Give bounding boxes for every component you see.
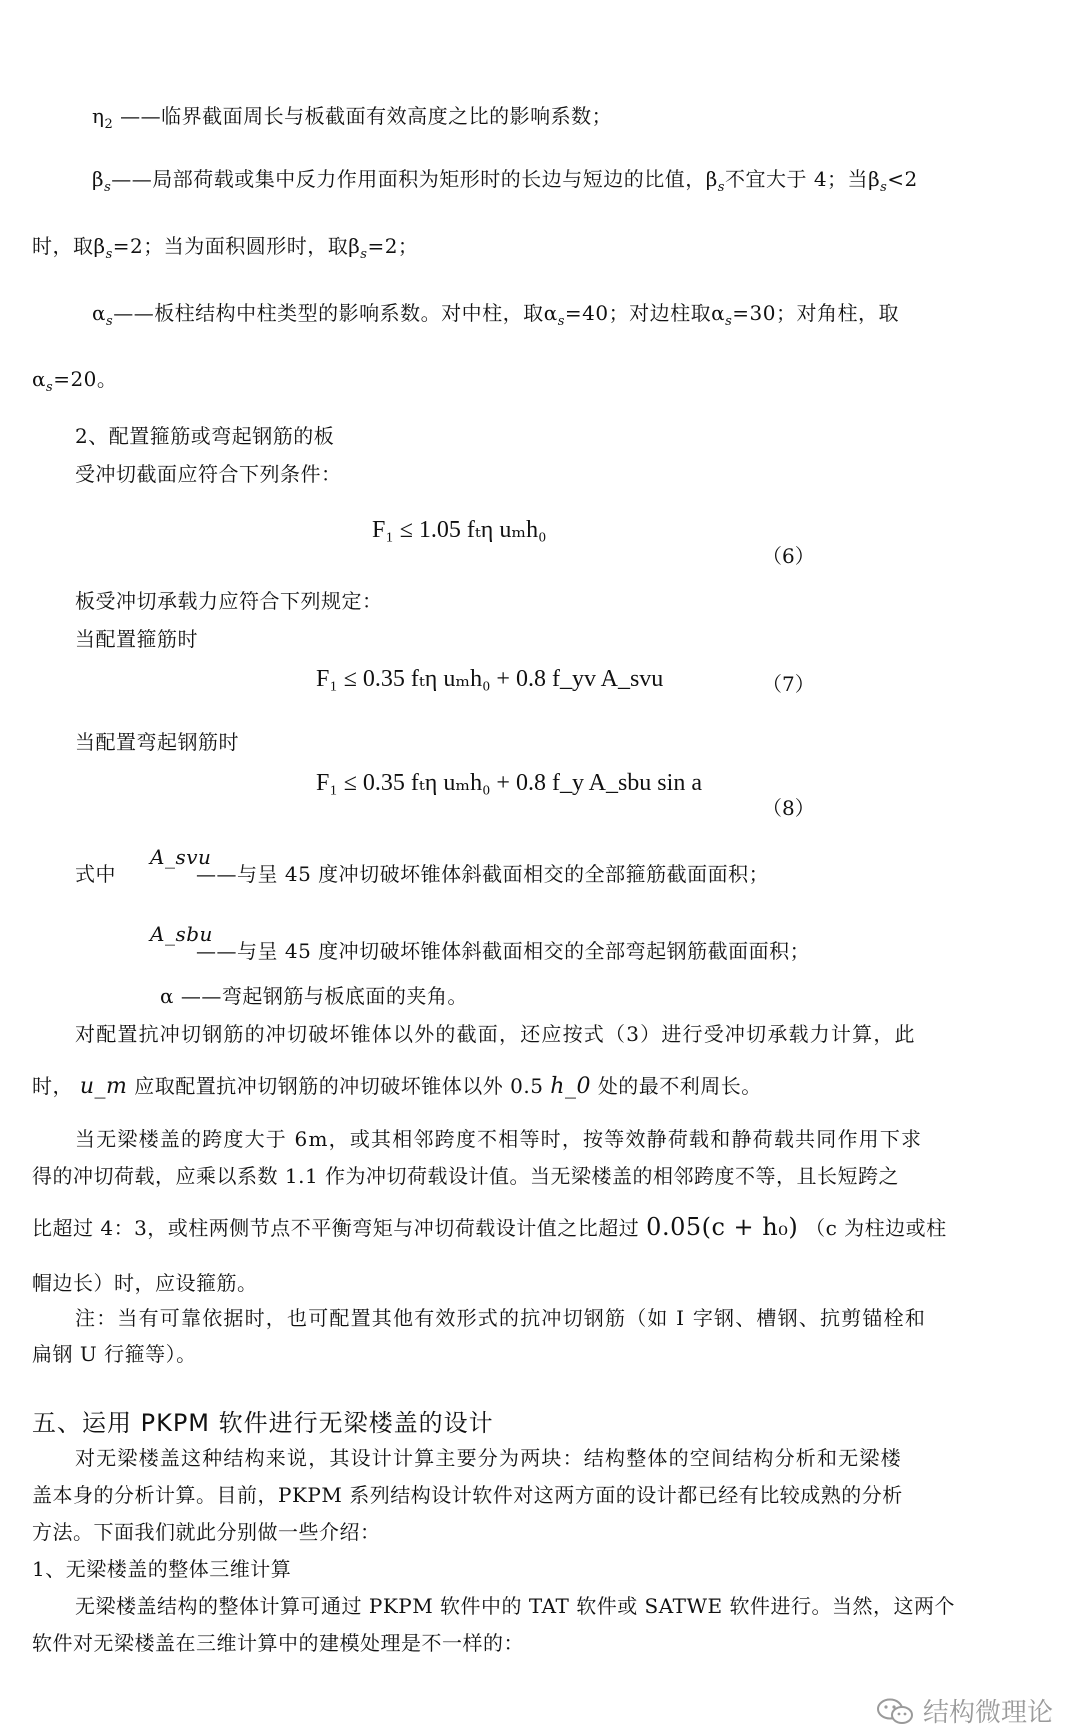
para1-line2: 时， u_m 应取配置抗冲切钢筋的冲切破坏锥体以外 0.5 h_0 处的最不利周长。: [32, 1074, 762, 1099]
section5-p2-line1: 无梁楼盖结构的整体计算可通过 PKPM 软件中的 TAT 软件或 SATWE 软件进行。当然，这两个: [75, 1594, 955, 1618]
para2-line3: 比超过 4：3，或柱两侧节点不平衡弯矩与冲切荷载设计值之比超过 0.05(c + h₀) （c 为柱边或柱: [32, 1213, 947, 1241]
equation-8-number: （8）: [762, 796, 815, 820]
section5-p1-line2: 盖本身的分析计算。目前，PKPM 系列结构设计软件对这两方面的设计都已经有比较成熟的分析: [32, 1483, 903, 1507]
section5-sub1: 1、无梁楼盖的整体三维计算: [32, 1557, 292, 1581]
para2-line2: 得的冲切荷载，应乘以系数 1.1 作为冲切荷载设计值。当无梁楼盖的相邻跨度不等，且长短跨之: [32, 1164, 900, 1188]
def-beta-s-line2: 时，取$\beta_s=2$；当为面积圆形时，取$\beta_s=2$；: [32, 234, 419, 262]
symbol-asbu: A_sbu: [150, 922, 213, 946]
def-asvu: ——与呈 45 度冲切破坏锥体斜截面相交的全部箍筋截面面积；: [196, 862, 770, 886]
bent-case: 当配置弯起钢筋时: [75, 730, 239, 754]
section5-p1-line3: 方法。下面我们就此分别做一些介绍：: [32, 1520, 381, 1544]
section5-p2-line2: 软件对无梁楼盖在三维计算中的建模处理是不一样的：: [32, 1631, 524, 1655]
section2-title: 2、配置箍筋或弯起钢筋的板: [75, 424, 335, 448]
section2-rule: 板受冲切承载力应符合下列规定：: [75, 589, 383, 613]
def-alpha: α ——弯起钢筋与板底面的夹角。: [160, 984, 468, 1008]
section5-heading: 五、运用 PKPM 软件进行无梁楼盖的设计: [32, 1409, 494, 1437]
stirrup-case: 当配置箍筋时: [75, 627, 198, 651]
wechat-icon: [876, 1697, 918, 1727]
equation-8: F₁ ≤ 0.35 fₜη uₘh₀ + 0.8 f_y A_sbu sin a: [316, 770, 702, 796]
def-asbu: ——与呈 45 度冲切破坏锥体斜截面相交的全部弯起钢筋截面面积；: [196, 939, 811, 963]
equation-7: F₁ ≤ 0.35 fₜη uₘh₀ + 0.8 f_yv A_svu: [316, 666, 664, 692]
watermark-text: 结构微理论: [923, 1698, 1054, 1728]
equation-6-number: （6）: [762, 544, 815, 568]
where-label: 式中: [75, 862, 116, 886]
def-alpha-s-line2: $\alpha_s=20$。: [32, 367, 118, 395]
note-line1: 注：当有可靠依据时，也可配置其他有效形式的抗冲切钢筋（如 I 字钢、槽钢、抗剪锚栓和: [75, 1306, 927, 1330]
symbol-asvu: A_svu: [150, 845, 212, 869]
def-eta2: $\eta_2$ ——临界截面周长与板截面有效高度之比的影响系数；: [92, 104, 613, 132]
para1-line1: 对配置抗冲切钢筋的冲切破坏锥体以外的截面，还应按式（3）进行受冲切承载力计算，此: [75, 1022, 916, 1046]
equation-7-number: （7）: [762, 672, 815, 696]
section5-p1-line1: 对无梁楼盖这种结构来说，其设计计算主要分为两块：结构整体的空间结构分析和无梁楼: [75, 1446, 902, 1470]
para2-line1: 当无梁楼盖的跨度大于 6m，或其相邻跨度不相等时，按等效静荷载和静荷载共同作用下求: [75, 1127, 923, 1151]
para2-line4: 帽边长）时，应设箍筋。: [32, 1271, 258, 1295]
def-alpha-s-line1: $\alpha_s——$板柱结构中柱类型的影响系数。对中柱，取$\alpha_s=40$；对边柱取$\alpha_s=30$；对角柱，取: [92, 301, 899, 329]
def-beta-s-line1: $\beta_s——$局部荷载或集中反力作用面积为矩形时的长边与短边的比值，$\beta_s$不宜大于 4；当$\beta_s<2$: [92, 167, 918, 195]
section2-intro: 受冲切截面应符合下列条件：: [75, 462, 342, 486]
note-line2: 扁钢 U 行箍等）。: [32, 1342, 197, 1366]
equation-6: F₁ ≤ 1.05 fₜη uₘh₀: [372, 517, 547, 543]
